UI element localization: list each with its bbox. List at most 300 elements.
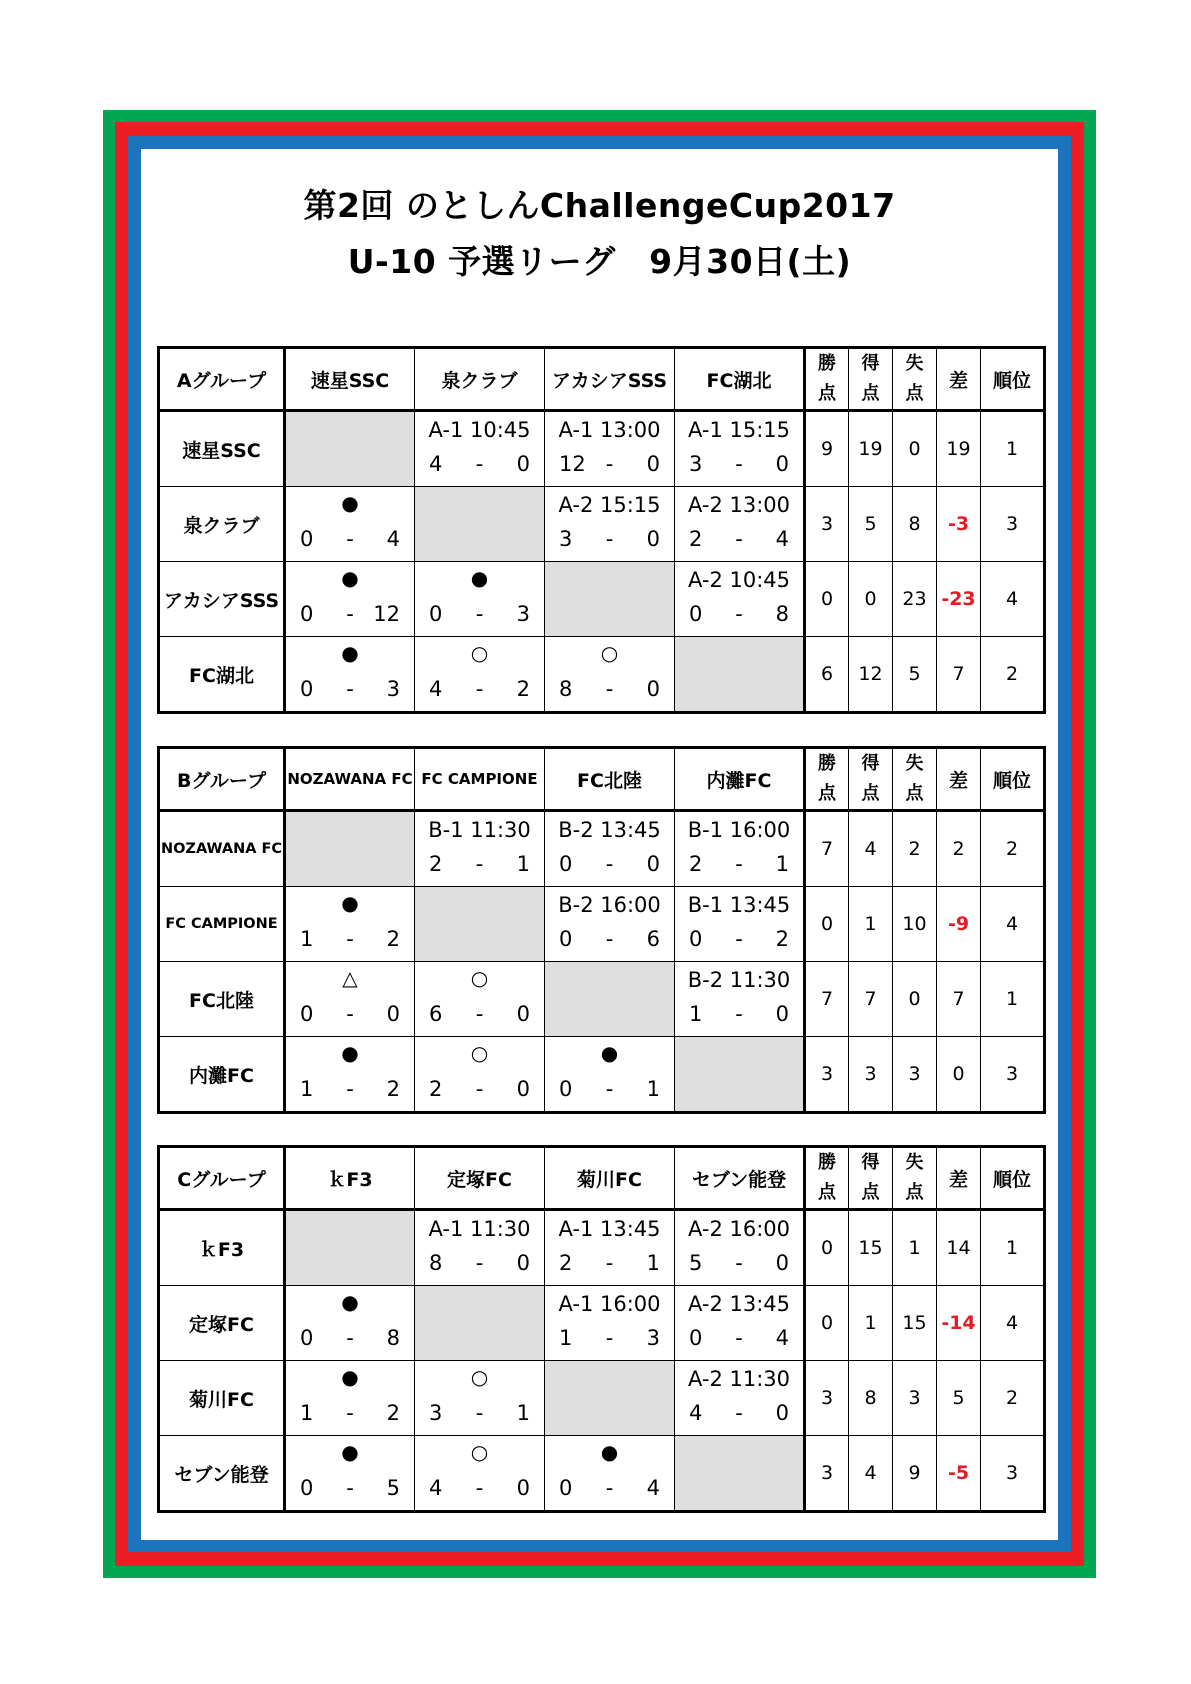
team-column-header: FC北陸	[545, 748, 675, 811]
result-mark: ●	[341, 641, 359, 665]
match-cell	[675, 562, 805, 637]
match-cell	[545, 1210, 675, 1286]
score-right: 0	[516, 1251, 530, 1275]
stat-header: 順位	[981, 748, 1045, 811]
wins-points: 7	[805, 811, 849, 887]
self-match-cell	[675, 1436, 805, 1512]
result-mark: ●	[470, 566, 489, 590]
match-score	[675, 1401, 803, 1429]
score-dash: -	[735, 602, 743, 626]
score-right: 8	[775, 602, 789, 626]
stat-header-top: 得	[861, 1152, 880, 1173]
score-left: 3	[429, 1401, 443, 1425]
match-score	[415, 852, 544, 880]
result-mark: ○	[470, 1440, 489, 1464]
match-cell	[545, 1436, 675, 1512]
score-right: 2	[775, 927, 789, 951]
match-score	[545, 527, 674, 555]
score-right: 0	[775, 452, 789, 476]
score-right: 0	[646, 527, 660, 551]
match-cell	[675, 887, 805, 962]
match-score	[286, 927, 414, 955]
self-match-cell	[675, 1037, 805, 1113]
wins-points: 0	[805, 1210, 849, 1286]
match-cell	[285, 1037, 415, 1113]
table-row	[159, 562, 1045, 637]
match-cell	[285, 637, 415, 713]
team-column-header: 速星SSC	[285, 348, 415, 411]
match-schedule: A-1 10:45	[428, 418, 531, 442]
match-cell	[415, 1210, 545, 1286]
score-dash: -	[475, 677, 484, 701]
rank: 1	[981, 411, 1045, 487]
team-column-header: 定塚FC	[415, 1147, 545, 1210]
match-schedule: B-1 13:45	[687, 893, 791, 917]
score-right: 6	[646, 927, 660, 951]
goal-difference: -23	[937, 562, 981, 637]
match-cell	[545, 411, 675, 487]
team-column-header: アカシアSSS	[545, 348, 675, 411]
rank: 1	[981, 1210, 1045, 1286]
match-cell	[415, 1037, 545, 1113]
score-left: 8	[429, 1251, 443, 1275]
table-row	[159, 1286, 1045, 1361]
table-row	[159, 487, 1045, 562]
score-left: 0	[689, 602, 703, 626]
goals-for: 0	[849, 562, 893, 637]
match-cell	[675, 411, 805, 487]
score-right: 0	[516, 452, 530, 476]
score-right: 0	[646, 852, 660, 876]
result-mark: ●	[600, 1440, 619, 1464]
goals-for: 3	[849, 1037, 893, 1113]
score-dash: -	[735, 527, 743, 551]
score-left: 4	[429, 1476, 443, 1500]
match-cell	[545, 637, 675, 713]
score-dash: -	[346, 1326, 354, 1350]
score-right: 8	[386, 1326, 400, 1350]
stat-header: 差	[937, 1147, 981, 1210]
match-score	[286, 527, 414, 555]
score-right: 0	[646, 452, 660, 476]
score-left: 2	[559, 1251, 573, 1275]
self-match-cell	[415, 1286, 545, 1361]
team-column-header: 菊川FC	[545, 1147, 675, 1210]
wins-points: 3	[805, 1361, 849, 1436]
team-row-label: 速星SSC	[159, 411, 285, 487]
match-schedule: B-1 11:30	[428, 818, 531, 842]
score-dash: -	[735, 852, 743, 876]
score-left: 2	[429, 852, 443, 876]
page-subtitle: U-10 予選リーグ 9月30日(土)	[347, 242, 852, 281]
result-mark: ●	[341, 566, 359, 590]
goals-against: 1	[893, 1210, 937, 1286]
team-column-header: FC湖北	[675, 348, 805, 411]
match-schedule: A-1 13:45	[558, 1217, 661, 1241]
page-title: 第2回 のとしんChallengeCup2017	[303, 186, 896, 225]
score-right: 1	[646, 1251, 660, 1275]
match-score	[675, 452, 803, 480]
match-schedule: B-2 13:45	[558, 818, 661, 842]
match-score	[415, 1476, 544, 1504]
match-cell	[415, 411, 545, 487]
score-dash: -	[475, 602, 484, 626]
score-dash: -	[346, 1401, 354, 1425]
result-mark: ○	[600, 641, 619, 665]
goal-difference: -14	[937, 1286, 981, 1361]
rank: 4	[981, 1286, 1045, 1361]
stat-header-bottom: 点	[818, 1182, 836, 1203]
team-row-label: アカシアSSS	[159, 562, 285, 637]
group-table	[157, 1145, 1046, 1513]
team-row-label: NOZAWANA FC	[159, 811, 285, 887]
score-dash: -	[346, 1476, 354, 1500]
score-left: 1	[559, 1326, 573, 1350]
match-score	[286, 1077, 414, 1105]
score-right: 4	[386, 527, 400, 551]
stat-header-bottom: 点	[818, 383, 836, 404]
score-left: 0	[300, 677, 314, 701]
match-cell	[675, 487, 805, 562]
goal-difference: 2	[937, 811, 981, 887]
score-right: 0	[775, 1401, 789, 1425]
group-header-row	[159, 1147, 1045, 1210]
score-dash: -	[475, 852, 484, 876]
score-left: 0	[300, 1002, 314, 1026]
match-cell	[545, 811, 675, 887]
score-dash: -	[735, 1002, 743, 1026]
score-right: 12	[373, 602, 400, 626]
score-right: 4	[646, 1476, 660, 1500]
score-left: 1	[300, 1401, 314, 1425]
rank: 2	[981, 637, 1045, 713]
score-left: 0	[559, 927, 573, 951]
match-schedule: A-2 13:45	[687, 1292, 791, 1316]
stat-header	[893, 748, 937, 811]
goals-for: 15	[849, 1210, 893, 1286]
self-match-cell	[415, 487, 545, 562]
wins-points: 3	[805, 1037, 849, 1113]
score-dash: -	[475, 1251, 484, 1275]
match-score	[675, 602, 803, 630]
match-score	[286, 1326, 414, 1354]
match-cell	[285, 962, 415, 1037]
match-cell	[285, 562, 415, 637]
table-row	[159, 637, 1045, 713]
match-cell	[675, 811, 805, 887]
result-mark: ●	[341, 491, 359, 515]
score-left: 8	[559, 677, 573, 701]
team-row-label: 菊川FC	[159, 1361, 285, 1436]
score-right: 3	[516, 602, 530, 626]
team-row-label: セブン能登	[159, 1436, 285, 1512]
stat-header	[893, 348, 937, 411]
score-left: 0	[300, 602, 314, 626]
goals-for: 4	[849, 811, 893, 887]
match-cell	[415, 562, 545, 637]
goals-against: 3	[893, 1361, 937, 1436]
match-score	[286, 602, 414, 630]
table-row	[159, 411, 1045, 487]
wins-points: 6	[805, 637, 849, 713]
score-right: 0	[646, 677, 660, 701]
self-match-cell	[285, 411, 415, 487]
score-right: 2	[386, 927, 400, 951]
score-left: 0	[689, 1326, 703, 1350]
match-schedule: B-2 16:00	[558, 893, 661, 917]
match-score	[675, 1251, 803, 1279]
stat-header-top: 勝	[818, 353, 836, 374]
goal-difference: -3	[937, 487, 981, 562]
score-left: 2	[689, 852, 703, 876]
score-left: 1	[300, 927, 314, 951]
match-score	[675, 852, 803, 880]
stat-header-top: 得	[861, 353, 880, 374]
match-score	[415, 1077, 544, 1105]
match-cell	[285, 1361, 415, 1436]
rank: 2	[981, 1361, 1045, 1436]
match-score	[545, 1476, 674, 1504]
score-dash: -	[475, 1401, 484, 1425]
rank: 4	[981, 887, 1045, 962]
score-dash: -	[346, 1077, 354, 1101]
score-dash: -	[735, 927, 743, 951]
team-column-header: セブン能登	[675, 1147, 805, 1210]
score-dash: -	[605, 927, 614, 951]
result-mark: △	[342, 966, 358, 990]
goals-against: 5	[893, 637, 937, 713]
team-column-header: FC CAMPIONE	[415, 748, 545, 811]
match-cell	[545, 887, 675, 962]
match-cell	[285, 887, 415, 962]
team-row-label: FC湖北	[159, 637, 285, 713]
match-score	[415, 1251, 544, 1279]
match-cell	[415, 962, 545, 1037]
self-match-cell	[415, 887, 545, 962]
goals-against: 0	[893, 962, 937, 1037]
stat-header-bottom: 点	[905, 783, 924, 804]
rank: 3	[981, 1037, 1045, 1113]
rank: 1	[981, 962, 1045, 1037]
goals-against: 10	[893, 887, 937, 962]
stat-header-bottom: 点	[861, 383, 880, 404]
match-cell	[545, 1037, 675, 1113]
goals-against: 15	[893, 1286, 937, 1361]
match-cell	[285, 1436, 415, 1512]
team-row-label: FC CAMPIONE	[159, 887, 285, 962]
score-right: 1	[516, 1401, 530, 1425]
team-column-header: 内灘FC	[675, 748, 805, 811]
stat-header-top: 勝	[818, 753, 836, 774]
stat-header-top: 得	[861, 753, 880, 774]
score-left: 5	[689, 1251, 703, 1275]
self-match-cell	[545, 1361, 675, 1436]
score-dash: -	[605, 852, 614, 876]
match-score	[545, 927, 674, 955]
match-score	[286, 1401, 414, 1429]
score-right: 1	[516, 852, 530, 876]
score-dash: -	[475, 1476, 484, 1500]
match-schedule: A-1 16:00	[558, 1292, 661, 1316]
match-schedule: A-2 13:00	[687, 493, 791, 517]
goals-against: 2	[893, 811, 937, 887]
self-match-cell	[675, 637, 805, 713]
wins-points: 3	[805, 487, 849, 562]
match-score	[415, 1002, 544, 1030]
stat-header: 順位	[981, 1147, 1045, 1210]
match-score	[415, 602, 544, 630]
rank: 3	[981, 1436, 1045, 1512]
rank: 2	[981, 811, 1045, 887]
stat-header	[849, 348, 893, 411]
score-dash: -	[605, 452, 614, 476]
match-score	[286, 1476, 414, 1504]
match-schedule: B-2 11:30	[687, 968, 791, 992]
match-score	[415, 677, 544, 705]
score-left: 1	[689, 1002, 703, 1026]
match-score	[286, 1002, 414, 1030]
result-mark: ●	[341, 1440, 359, 1464]
score-right: 1	[646, 1077, 660, 1101]
stat-header-bottom: 点	[818, 783, 836, 804]
score-dash: -	[605, 677, 614, 701]
team-row-label: 内灘FC	[159, 1037, 285, 1113]
team-column-header: 泉クラブ	[415, 348, 545, 411]
match-cell	[545, 487, 675, 562]
match-score	[675, 1002, 803, 1030]
goals-against: 9	[893, 1436, 937, 1512]
score-right: 0	[516, 1002, 530, 1026]
result-mark: ●	[341, 891, 359, 915]
score-dash: -	[346, 1002, 354, 1026]
stat-header-bottom: 点	[861, 783, 880, 804]
match-cell	[415, 637, 545, 713]
stat-header-bottom: 点	[905, 1182, 924, 1203]
wins-points: 0	[805, 887, 849, 962]
table-row	[159, 1436, 1045, 1512]
score-right: 0	[775, 1251, 789, 1275]
stat-header-bottom: 点	[861, 1182, 880, 1203]
score-right: 4	[775, 527, 789, 551]
match-score	[675, 1326, 803, 1354]
self-match-cell	[285, 1210, 415, 1286]
wins-points: 9	[805, 411, 849, 487]
score-dash: -	[475, 1077, 484, 1101]
stat-header	[849, 1147, 893, 1210]
score-left: 0	[559, 852, 573, 876]
score-dash: -	[605, 1077, 614, 1101]
score-dash: -	[475, 452, 484, 476]
match-cell	[545, 1286, 675, 1361]
group-name: Aグループ	[159, 348, 285, 411]
score-right: 0	[516, 1077, 530, 1101]
goals-against: 0	[893, 411, 937, 487]
wins-points: 7	[805, 962, 849, 1037]
score-right: 3	[386, 677, 400, 701]
match-score	[286, 677, 414, 705]
match-schedule: A-1 15:15	[687, 418, 791, 442]
match-cell	[675, 1361, 805, 1436]
match-score	[545, 1077, 674, 1105]
match-schedule: A-2 10:45	[687, 568, 791, 592]
score-right: 0	[516, 1476, 530, 1500]
score-right: 2	[386, 1401, 400, 1425]
score-right: 2	[386, 1077, 400, 1101]
group-header-row	[159, 348, 1045, 411]
score-dash: -	[735, 1326, 743, 1350]
wins-points: 3	[805, 1436, 849, 1512]
score-left: 3	[689, 452, 703, 476]
score-left: 0	[689, 927, 703, 951]
goal-difference: 19	[937, 411, 981, 487]
stat-header: 順位	[981, 348, 1045, 411]
match-cell	[285, 1286, 415, 1361]
rank: 4	[981, 562, 1045, 637]
score-right: 5	[386, 1476, 400, 1500]
score-right: 2	[516, 677, 530, 701]
match-schedule: A-1 13:00	[558, 418, 661, 442]
goals-for: 8	[849, 1361, 893, 1436]
stat-header	[805, 348, 849, 411]
score-left: 0	[429, 602, 443, 626]
match-score	[675, 927, 803, 955]
goals-for: 19	[849, 411, 893, 487]
group-name: Cグループ	[159, 1147, 285, 1210]
stat-header: 差	[937, 348, 981, 411]
score-left: 0	[300, 527, 314, 551]
score-dash: -	[735, 452, 743, 476]
goals-for: 12	[849, 637, 893, 713]
goals-for: 7	[849, 962, 893, 1037]
stat-header	[805, 1147, 849, 1210]
goals-against: 3	[893, 1037, 937, 1113]
stat-header-bottom: 点	[905, 383, 924, 404]
result-mark: ○	[470, 1041, 489, 1065]
score-dash: -	[346, 677, 354, 701]
group-name: Bグループ	[159, 748, 285, 811]
goals-for: 1	[849, 887, 893, 962]
score-dash: -	[605, 1326, 614, 1350]
score-left: 2	[429, 1077, 443, 1101]
self-match-cell	[545, 962, 675, 1037]
match-cell	[675, 1210, 805, 1286]
match-schedule: A-2 16:00	[687, 1217, 791, 1241]
match-cell	[415, 811, 545, 887]
team-row-label: 定塚FC	[159, 1286, 285, 1361]
score-left: 0	[559, 1077, 573, 1101]
score-left: 12	[559, 452, 586, 476]
stat-header	[849, 748, 893, 811]
score-right: 0	[775, 1002, 789, 1026]
match-schedule: A-1 11:30	[428, 1217, 531, 1241]
goals-for: 5	[849, 487, 893, 562]
match-score	[545, 1326, 674, 1354]
goals-for: 4	[849, 1436, 893, 1512]
table-row	[159, 887, 1045, 962]
self-match-cell	[285, 811, 415, 887]
stat-header	[893, 1147, 937, 1210]
match-cell	[675, 1286, 805, 1361]
team-row-label: 泉クラブ	[159, 487, 285, 562]
goal-difference: -9	[937, 887, 981, 962]
goal-difference: -5	[937, 1436, 981, 1512]
self-match-cell	[545, 562, 675, 637]
match-schedule: A-2 15:15	[558, 493, 661, 517]
team-row-label: FC北陸	[159, 962, 285, 1037]
stat-header	[805, 748, 849, 811]
score-right: 3	[646, 1326, 660, 1350]
result-mark: ●	[600, 1041, 619, 1065]
